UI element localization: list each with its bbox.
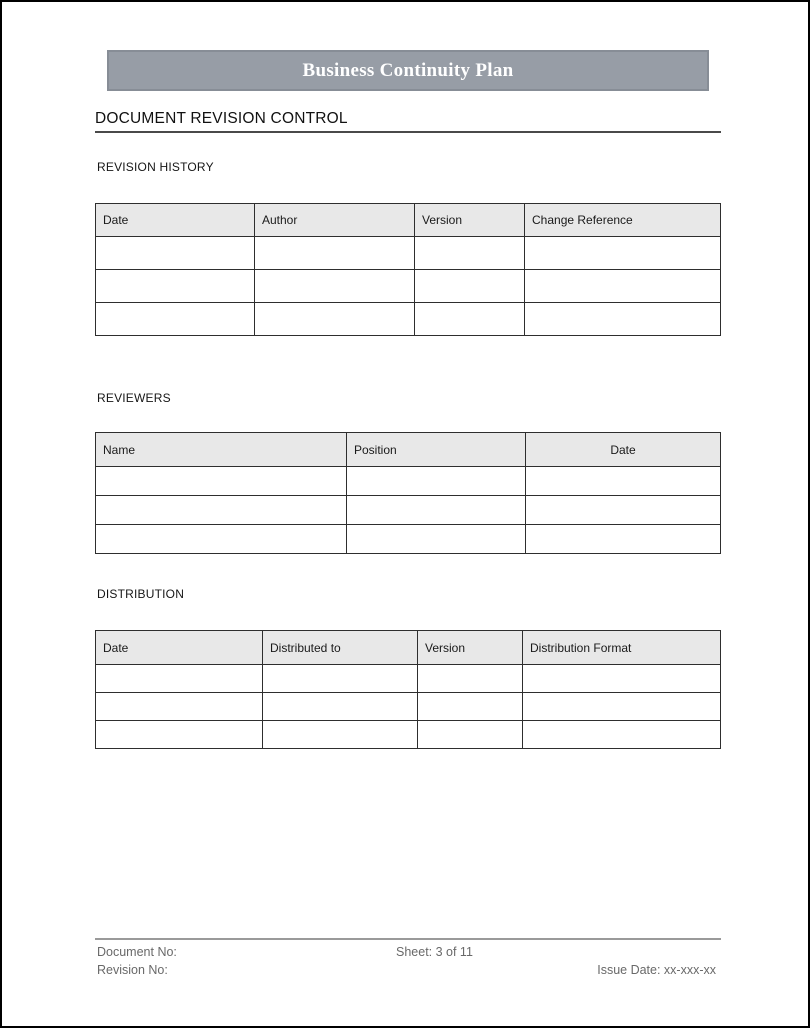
empty-cell[interactable] <box>418 721 523 749</box>
column-header: Date <box>526 433 721 467</box>
column-header: Date <box>96 631 263 665</box>
table-row <box>96 467 721 496</box>
column-header: Distributed to <box>263 631 418 665</box>
footer-revision-no: Revision No: <box>97 963 168 977</box>
column-header: Distribution Format <box>523 631 721 665</box>
empty-cell[interactable] <box>415 237 525 270</box>
empty-cell[interactable] <box>526 467 721 496</box>
empty-cell[interactable] <box>96 303 255 336</box>
table-row <box>96 270 721 303</box>
table-row <box>96 665 721 693</box>
empty-cell[interactable] <box>418 693 523 721</box>
column-header: Date <box>96 204 255 237</box>
section-label-reviewers: REVIEWERS <box>97 391 171 405</box>
section-label-revision-history: REVISION HISTORY <box>97 160 214 174</box>
empty-cell[interactable] <box>347 467 526 496</box>
empty-cell[interactable] <box>526 525 721 554</box>
footer-document-no: Document No: <box>97 945 177 959</box>
empty-cell[interactable] <box>523 693 721 721</box>
heading-rule <box>95 131 721 133</box>
empty-cell[interactable] <box>263 721 418 749</box>
document-title-banner <box>107 50 709 91</box>
empty-cell[interactable] <box>96 693 263 721</box>
empty-cell[interactable] <box>415 270 525 303</box>
section-label-distribution: DISTRIBUTION <box>97 587 185 601</box>
page-heading: DOCUMENT REVISION CONTROL <box>95 110 348 127</box>
revision-history-table <box>95 203 721 336</box>
empty-cell[interactable] <box>96 721 263 749</box>
table-row <box>96 693 721 721</box>
empty-cell[interactable] <box>523 721 721 749</box>
empty-cell[interactable] <box>255 303 415 336</box>
empty-cell[interactable] <box>255 237 415 270</box>
empty-cell[interactable] <box>347 525 526 554</box>
column-header: Name <box>96 433 347 467</box>
column-header: Position <box>347 433 526 467</box>
empty-cell[interactable] <box>96 665 263 693</box>
empty-cell[interactable] <box>525 270 721 303</box>
reviewers-table <box>95 432 721 554</box>
table-row <box>96 237 721 270</box>
empty-cell[interactable] <box>96 237 255 270</box>
empty-cell[interactable] <box>523 665 721 693</box>
empty-cell[interactable] <box>96 467 347 496</box>
table-header-row <box>96 204 721 237</box>
table-header-row <box>96 433 721 467</box>
document-title: Business Continuity Plan <box>302 59 514 81</box>
column-header: Change Reference <box>525 204 721 237</box>
empty-cell[interactable] <box>525 237 721 270</box>
footer-issue-date: Issue Date: xx-xxx-xx <box>597 963 716 977</box>
empty-cell[interactable] <box>415 303 525 336</box>
empty-cell[interactable] <box>347 496 526 525</box>
table-row <box>96 525 721 554</box>
column-header: Version <box>418 631 523 665</box>
table-header-row <box>96 631 721 665</box>
footer-rule <box>95 938 721 940</box>
column-header: Author <box>255 204 415 237</box>
empty-cell[interactable] <box>418 665 523 693</box>
empty-cell[interactable] <box>96 496 347 525</box>
empty-cell[interactable] <box>525 303 721 336</box>
empty-cell[interactable] <box>526 496 721 525</box>
table-row <box>96 721 721 749</box>
table-row <box>96 496 721 525</box>
empty-cell[interactable] <box>96 270 255 303</box>
footer-sheet-number: Sheet: 3 of 11 <box>396 945 473 959</box>
column-header: Version <box>415 204 525 237</box>
empty-cell[interactable] <box>263 665 418 693</box>
empty-cell[interactable] <box>255 270 415 303</box>
distribution-table <box>95 630 721 749</box>
empty-cell[interactable] <box>263 693 418 721</box>
table-row <box>96 303 721 336</box>
empty-cell[interactable] <box>96 525 347 554</box>
